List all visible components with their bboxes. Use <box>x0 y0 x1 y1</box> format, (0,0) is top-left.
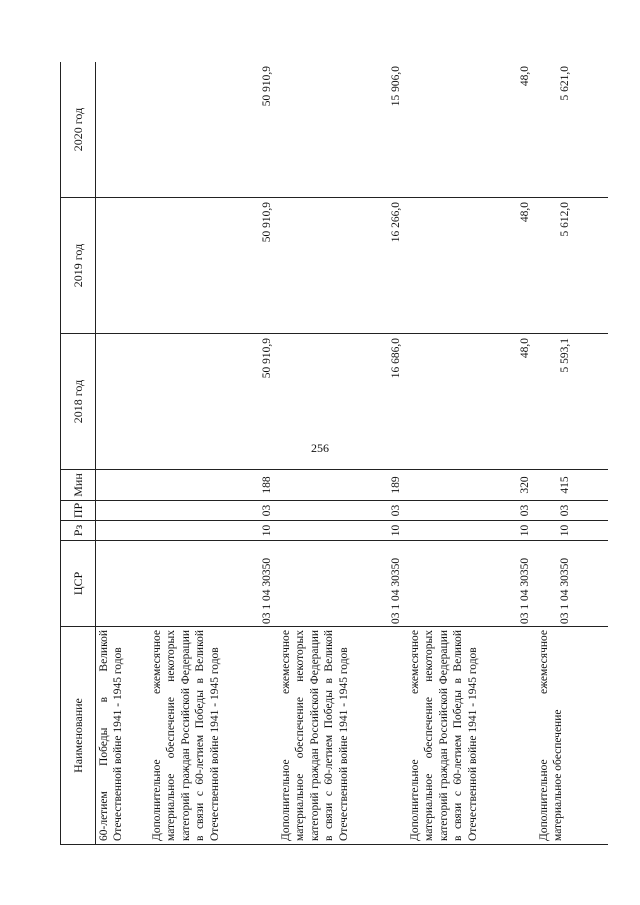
header-pr: ПР <box>61 501 96 521</box>
cell-csr: 03 1 04 30350 <box>407 541 536 627</box>
cell-2020 <box>96 62 150 198</box>
cell-min: 189 <box>278 470 407 501</box>
cell-2020: 50 910,9 <box>149 62 278 198</box>
rotated-table-container <box>60 62 612 845</box>
cell-csr: 03 1 04 30350 <box>278 541 407 627</box>
cell-2020: 5 621,0 <box>536 62 608 198</box>
cell-pr: 03 <box>536 501 608 521</box>
cell-rz <box>96 521 150 541</box>
header-2019: 2019 год <box>61 198 96 334</box>
cell-name: Дополнительное ежемесячное материальное обеспечение некоторых категорий граждан Российской Федерации в связи с 60-летием Победы в Великой Отечественной войне 1941 - 1945 годов <box>278 627 407 845</box>
cell-2019: 5 612,0 <box>536 198 608 334</box>
cell-pr <box>96 501 150 521</box>
cell-2018: 50 910,9 <box>149 334 278 470</box>
cell-rz: 10 <box>536 521 608 541</box>
cell-rz: 10 <box>149 521 278 541</box>
page-number: 256 <box>311 441 329 455</box>
cell-2019: 48,0 <box>407 198 536 334</box>
header-csr: ЦСР <box>61 541 96 627</box>
budget-table <box>60 62 608 845</box>
table-row <box>149 62 278 845</box>
cell-rz: 10 <box>278 521 407 541</box>
header-2018: 2018 год <box>61 334 96 470</box>
header-2020: 2020 год <box>61 62 96 198</box>
cell-rz: 10 <box>407 521 536 541</box>
cell-name: 60-летием Победы в Великой Отечественной войне 1941 - 1945 годов <box>96 627 150 845</box>
cell-pr: 03 <box>407 501 536 521</box>
cell-name: Дополнительное ежемесячное материальное обеспечение некоторых категорий граждан Российской Федерации в связи с 60-летием Победы в Великой Отечественной войне 1941 - 1945 годов <box>149 627 278 845</box>
header-min: Мин <box>61 470 96 501</box>
cell-csr: 03 1 04 30350 <box>536 541 608 627</box>
table-header-row <box>61 62 96 845</box>
cell-2018: 48,0 <box>407 334 536 470</box>
table-row <box>96 62 150 845</box>
cell-csr <box>96 541 150 627</box>
cell-min: 188 <box>149 470 278 501</box>
cell-min: 415 <box>536 470 608 501</box>
cell-pr: 03 <box>149 501 278 521</box>
cell-pr: 03 <box>278 501 407 521</box>
cell-2020: 15 906,0 <box>278 62 407 198</box>
table-row <box>536 62 608 845</box>
cell-2019: 16 266,0 <box>278 198 407 334</box>
cell-2019: 50 910,9 <box>149 198 278 334</box>
table-row <box>278 62 407 845</box>
table-row <box>407 62 536 845</box>
cell-2020: 48,0 <box>407 62 536 198</box>
cell-2019 <box>96 198 150 334</box>
cell-csr: 03 1 04 30350 <box>149 541 278 627</box>
cell-min: 320 <box>407 470 536 501</box>
cell-2018: 16 686,0 <box>278 334 407 470</box>
cell-name: Дополнительное ежемесячное материальное обеспечение <box>536 627 608 845</box>
cell-2018 <box>96 334 150 470</box>
cell-name: Дополнительное ежемесячное материальное обеспечение некоторых категорий граждан Российской Федерации в связи с 60-летием Победы в Великой Отечественной войне 1941 - 1945 годов <box>407 627 536 845</box>
header-rz: Рз <box>61 521 96 541</box>
cell-2018: 5 593,1 <box>536 334 608 470</box>
header-name: Наименование <box>61 627 96 845</box>
cell-min <box>96 470 150 501</box>
